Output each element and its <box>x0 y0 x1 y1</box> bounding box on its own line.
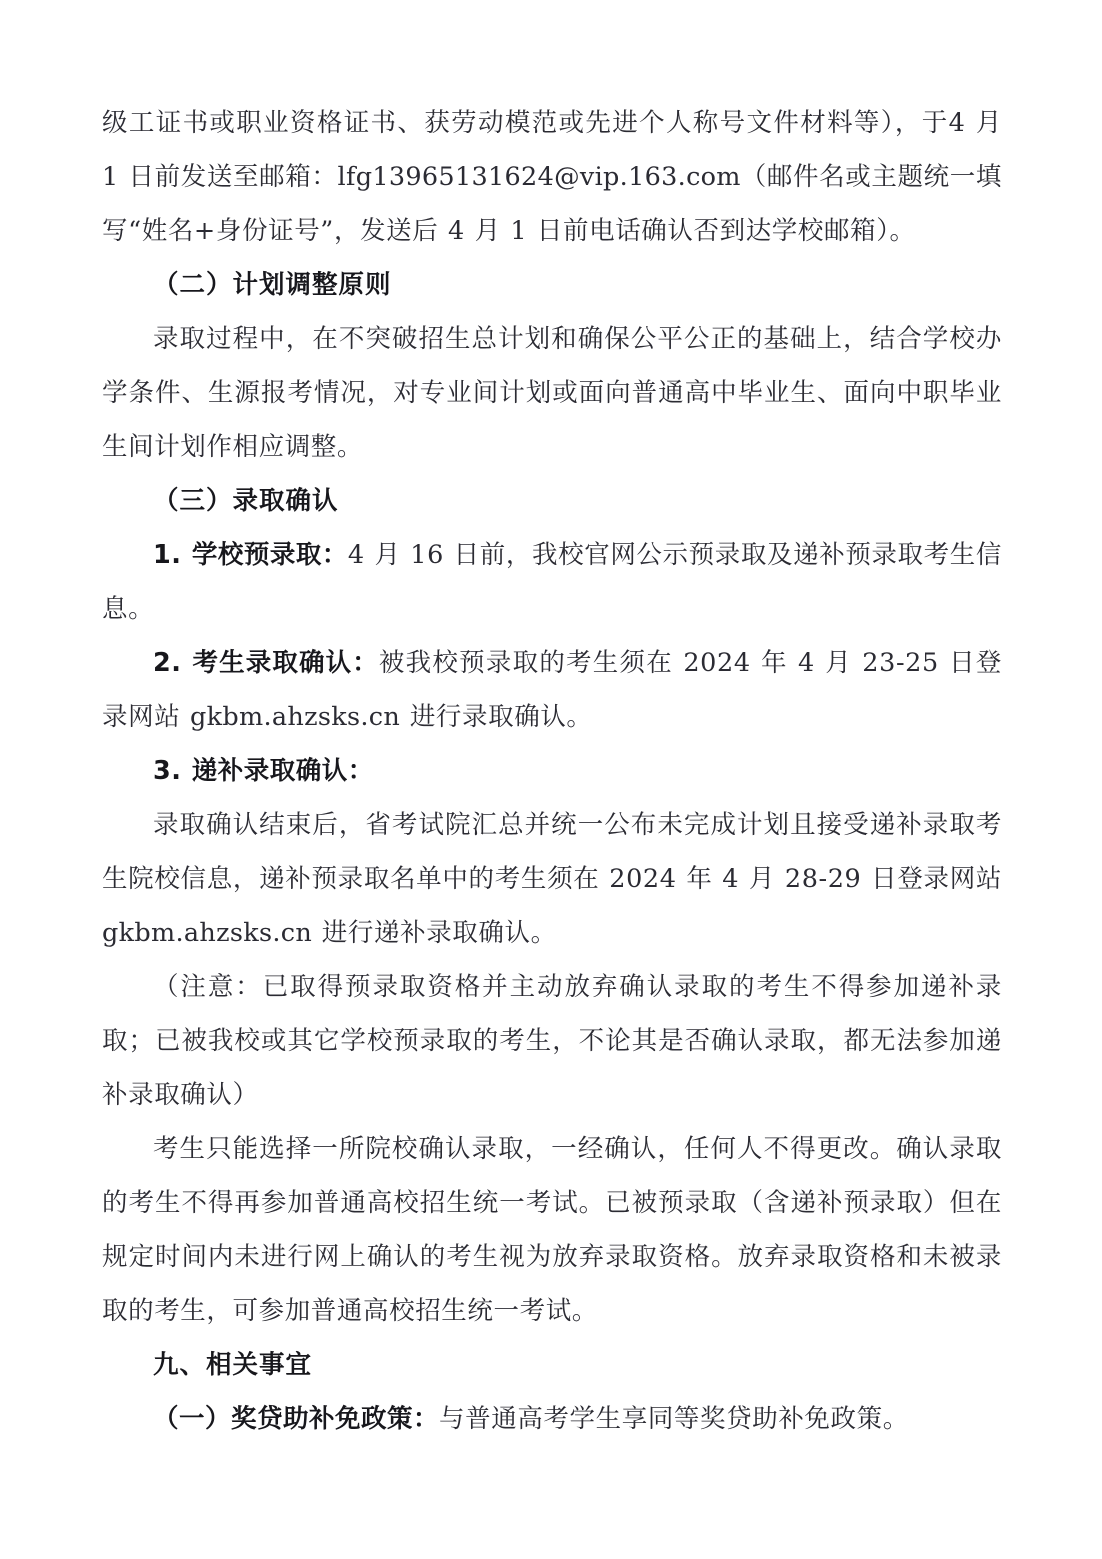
continued-line-2-prefix: 4 月 1 日前发送至邮箱： <box>102 108 1002 192</box>
item-3-label: 3. 递补录取确认： <box>153 756 374 786</box>
item-2-label: 2. 考生录取确认： <box>153 648 379 678</box>
section-three-item-3-label-line <box>102 744 1002 798</box>
section-three-item-2 <box>102 636 1002 744</box>
section-three-item-1 <box>102 528 1002 636</box>
contact-email: lfg13965131624@vip.163.com <box>337 162 741 192</box>
section-nine-item-1-text: 与普通高考学生享同等奖贷助补免政策。 <box>439 1404 909 1434</box>
heading-section-three: （三）录取确认 <box>153 486 339 516</box>
page-content <box>102 96 1002 1446</box>
continued-line-2-suffix: （邮件名或主题统 <box>740 162 950 192</box>
item-2-text-suffix: 进行录取确认。 <box>400 702 593 732</box>
item-3-body-prefix: 录取确认结束后，省考试院汇总并统一公布未完成计划且接受递补录取考生院校信息，递补预录取名单中的考生须在 2024 年 4 月 28-29 日登录网站 <box>102 810 1002 894</box>
section-nine-item-1 <box>102 1392 1002 1446</box>
item-2-text-prefix: 被我校预录取的考生须在 2024 年 4 月 23-25 日登录网站 <box>102 648 1002 732</box>
section-three-closing: 考生只能选择一所院校确认录取，一经确认，任何人不得更改。确认录取的考生不得再参加普通高校招生统一考试。已被预录取（含递补预录取）但在规定时间内未进行网上确认的考生视为放弃录取资格。放弃录取资格和未被录取的考生，可参加普通高校招生统一考试。 <box>102 1134 1002 1326</box>
item-1-label: 1. 学校预录取： <box>153 540 348 570</box>
heading-section-nine: 九、相关事宜 <box>153 1350 313 1380</box>
continued-line-3: 一填写“姓名+身份证号”，发送后 4 月 1 日前电话确认否到达学校邮箱）。 <box>102 162 1002 246</box>
item-1-text: 4 月 16 日前，我校官网公示预录取及递补预录取考生信息。 <box>102 540 1002 624</box>
section-three-note: （注意：已取得预录取资格并主动放弃确认录取的考生不得参加递补录取；已被我校或其它学校预录取的考生，不论其是否确认录取，都无法参加递补录取确认） <box>102 972 1002 1110</box>
item-3-website: gkbm.ahzsks.cn <box>102 918 313 948</box>
continued-paragraph <box>102 96 1002 258</box>
section-nine-item-1-label: （一）奖贷助补免政策： <box>153 1404 440 1434</box>
heading-section-two: （二）计划调整原则 <box>153 270 392 300</box>
continued-line-1: 级工证书或职业资格证书、获劳动模范或先进个人称号文件材料等），于 <box>102 108 949 138</box>
item-3-body-suffix: 进行递补录取确认。 <box>312 918 557 948</box>
section-two-body: 录取过程中，在不突破招生总计划和确保公平公正的基础上，结合学校办学条件、生源报考情况，对专业间计划或面向普通高中毕业生、面向中职毕业生间计划作相应调整。 <box>102 324 1002 462</box>
item-2-website: gkbm.ahzsks.cn <box>190 702 401 732</box>
section-three-item-3-body <box>102 798 1002 960</box>
